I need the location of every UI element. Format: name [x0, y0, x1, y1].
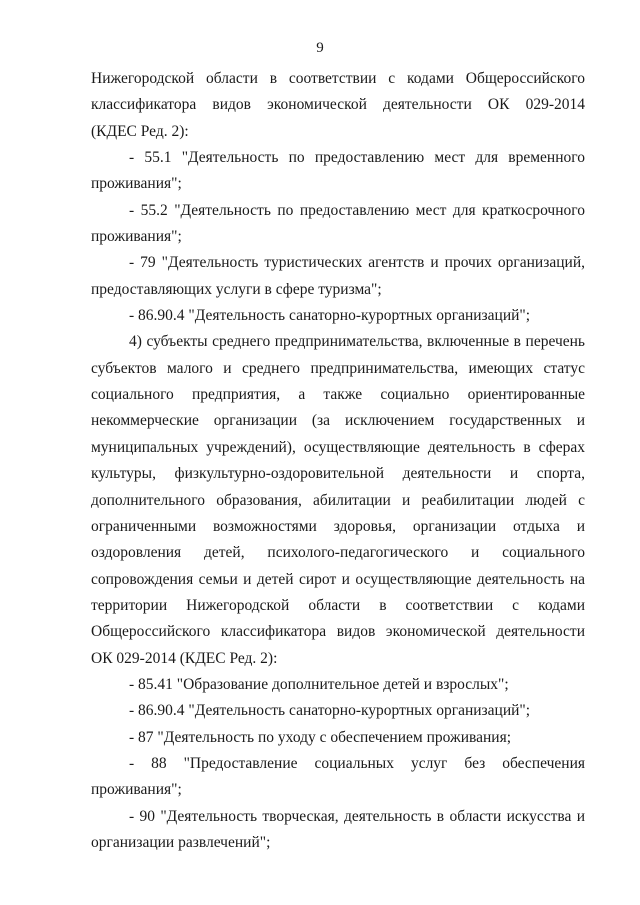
text-line: муниципальных учреждений), осуществляющие деятельность в сферах: [91, 438, 585, 456]
text-line: организации развлечений";: [91, 833, 271, 851]
text-line: проживания";: [91, 228, 182, 246]
text-line: некоммерческие организации (за исключением государственных и: [91, 412, 585, 430]
text-line: (КДЕС Ред. 2):: [91, 122, 189, 140]
text-line: Нижегородской области в соответствии с кодами Общероссийского: [91, 70, 585, 87]
text-line: предоставляющих услуги в сфере туризма";: [91, 280, 382, 298]
text-line: - 87 "Деятельность по уходу с обеспечением проживания;: [129, 728, 512, 746]
text-line: территории Нижегородской области в соответствии с кодами: [91, 596, 585, 614]
text-line: сопровождения семьи и детей сирот и осуществляющие деятельность на: [91, 570, 585, 588]
text-line: - 55.1 "Деятельность по предоставлению мест для временного: [129, 149, 585, 167]
text-line: - 79 "Деятельность туристических агентств и прочих организаций,: [129, 254, 585, 272]
text-line: - 86.90.4 "Деятельность санаторно-курортных организаций";: [129, 307, 531, 325]
text-line: проживания";: [91, 175, 182, 193]
page-number: 9: [316, 40, 324, 56]
text-line: Общероссийского классификатора видов экономической деятельности: [91, 623, 585, 641]
text-line: классификатора видов экономической деятельности ОК 029-2014: [91, 96, 585, 114]
text-line: оздоровления детей, психолого-педагогического и социального: [91, 544, 585, 562]
text-line: 4) субъекты среднего предпринимательства, включенные в перечень: [129, 333, 585, 351]
text-line: - 86.90.4 "Деятельность санаторно-курортных организаций";: [129, 702, 531, 720]
text-line: дополнительного образования, абилитации и реабилитации людей с: [91, 491, 585, 509]
text-line: социального предприятия, а также социально ориентированные: [91, 386, 585, 404]
text-line: - 88 "Предоставление социальных услуг без обеспечения: [129, 754, 585, 772]
text-line: - 55.2 "Деятельность по предоставлению мест для краткосрочного: [129, 201, 585, 219]
text-line: культуры, физкультурно-оздоровительной деятельности и спорта,: [91, 465, 585, 483]
document-body: [91, 66, 585, 856]
text-line: - 85.41 "Образование дополнительное детей и взрослых";: [129, 675, 509, 693]
text-line: - 90 "Деятельность творческая, деятельность в области искусства и: [129, 807, 585, 825]
text-line: проживания";: [91, 781, 182, 799]
text-line: субъектов малого и среднего предпринимательства, имеющих статус: [91, 359, 585, 377]
text-line: ОК 029-2014 (КДЕС Ред. 2):: [91, 649, 278, 667]
text-line: ограниченными возможностями здоровья, организации отдыха и: [91, 517, 585, 535]
